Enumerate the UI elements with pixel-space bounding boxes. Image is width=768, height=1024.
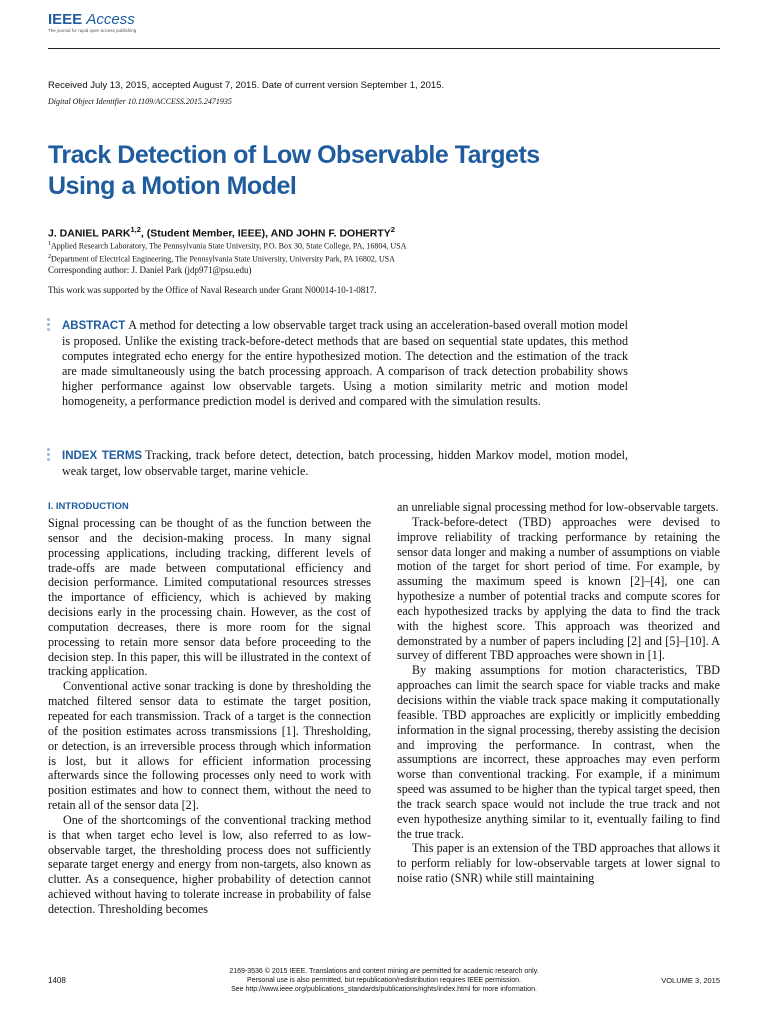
abstract [62, 318, 628, 409]
header-divider [48, 48, 720, 49]
index-terms-label: INDEX TERMS [62, 450, 143, 462]
journal-logo [48, 12, 136, 34]
title-line: Track Detection of Low Observable Targets [48, 141, 540, 169]
author-list: J. DANIEL PARK$^{1,2}$, (Student Member, IEEE), AND JOHN F. DOHERTY$^2$ [48, 225, 395, 240]
index-terms-dots-icon [47, 448, 51, 463]
abstract-text: A method for detecting a low observable target track using an acceleration-based overall motion model is proposed. Unlike the existing track-before-detect methods that are based on sequential state updates, this method computes integrated echo energy for the entire hypothesized motion. The detection and the estimation of the track are made simultaneously using the batch processing approach. A comparison of track detection probability shows higher performance against low observable targets. Using a motion similarity metric and motion model homogeneity, a performance prediction model is derived and compared with the simulation results. [62, 318, 628, 408]
paragraph: Signal processing can be thought of as the function between the sensor and the decision-making process. In many signal processing applications, including tracking, different levels of trade-offs are made between computational efficiency and decision performance. Limited computational resources stresses the importance of efficiency, which is achieved by making decisions early in the processing chain. However, as the cost of computation decreases, there is more room for the signal processing to retain more sensor data before proceeding to the decision step. In this paper, this will be illustrated in the context of tracking application. [48, 516, 371, 679]
doi: Digital Object Identifier 10.1109/ACCESS.2015.2471935 [48, 97, 232, 106]
journal-logo-wordmark: IEEE Access [48, 11, 135, 28]
paper-title [48, 140, 648, 202]
paragraph: By making assumptions for motion characteristics, TBD approaches can limit the search space for viable tracks and make decisions within the viable track space making it computationally feasible. TBD approaches are explicitly or implicitly embedding information in the signal processing, thereby assisting the decision and improving the performance. In contrast, when the assumptions are incorrect, these approaches may even perform worse than conventional tracking. For example, if a minimum speed was assumed to be higher than the typical target speed, then the track search space would not include the true track and not even hypothesize anything similar to it, eventually failing to find the true track. [397, 663, 720, 841]
copyright-notice: 2169-3536 © 2015 IEEE. Translations and content mining are permitted for academic research only. Personal use is also permitted, but republication/redistribution requires IEEE permission. See http://www.ieee.org/publications_standards/publications/rights/index.html for more information. [229, 968, 539, 993]
right-column [397, 500, 720, 886]
abstract-label: ABSTRACT [62, 320, 126, 332]
affiliation: $^1$Applied Research Laboratory, The Pennsylvania State University, P.O. Box 30, State College, PA, 16804, USA [48, 241, 407, 251]
paragraph: This paper is an extension of the TBD approaches that allows it to perform reliably for low-observable targets at lower signal to noise ratio (SNR) while still maintaining [397, 841, 720, 886]
section-heading: I. INTRODUCTION [48, 501, 129, 512]
received-dates: Received July 13, 2015, accepted August 7, 2015. Date of current version September 1, 2015. [48, 80, 445, 91]
index-terms-text: Tracking, track before detect, detection, batch processing, hidden Markov model, motion model, weak target, low observable target, marine vehicle. [62, 448, 629, 478]
paragraph: an unreliable signal processing method for low-observable targets. [397, 500, 719, 514]
journal-tagline: The journal for rapid open access publishing [48, 28, 137, 33]
abstract-dots-icon [47, 318, 51, 333]
volume-label: VOLUME 3, 2015 [661, 976, 720, 985]
affiliations [48, 239, 406, 264]
affiliation: $^2$Department of Electrical Engineering, The Pennsylvania State University, University Park, PA 16802, USA [48, 253, 395, 264]
paragraph: Conventional active sonar tracking is done by thresholding the matched filtered sensor data to estimate the target position, repeated for each transmission. Track of a target is the connection of the position estimates across transmissions [1]. Thresholding, or detection, is an irreversible process through which information is lost, but it allows for efficient information processing afterwards since the following processes only need to work with position estimates and how to connect them, without the need to retain all of the sensor data [2]. [48, 679, 371, 813]
page-number: 1408 [48, 976, 66, 985]
paragraph: One of the shortcomings of the conventional tracking method is that when target echo level is low, also referred to as low-observable target, the thresholding process does not sufficiently separate target energy and energy from non-targets, also known as clutter. As a consequence, higher probability of detection cannot achieved without having to tolerate increase in probability of false detection. Thresholding becomes [48, 812, 371, 916]
index-terms [62, 448, 628, 479]
left-column [48, 500, 371, 917]
paragraph: Track-before-detect (TBD) approaches were devised to improve reliability of tracking performance by retaining the sensor data longer and making a number of assumptions on viable motion of the target for short period of time. For example, by assuming the maximum speed is known [2]–[4], one can hypothesize a number of potential tracks and compute scores for each hypothesized tracks by applying the data to find the track with the highest score. This approach was theorized and demonstrated by a number of papers including [2] and [5]–[10]. A survey of different TBD approaches were shown in [1]. [397, 514, 720, 663]
funding-note: This work was supported by the Office of Naval Research under Grant N00014-10-1-0817. [48, 285, 377, 295]
title-line: Using a Motion Model [48, 172, 297, 200]
corresponding-author: Corresponding author: J. Daniel Park (jdp971@psu.edu) [48, 265, 252, 275]
